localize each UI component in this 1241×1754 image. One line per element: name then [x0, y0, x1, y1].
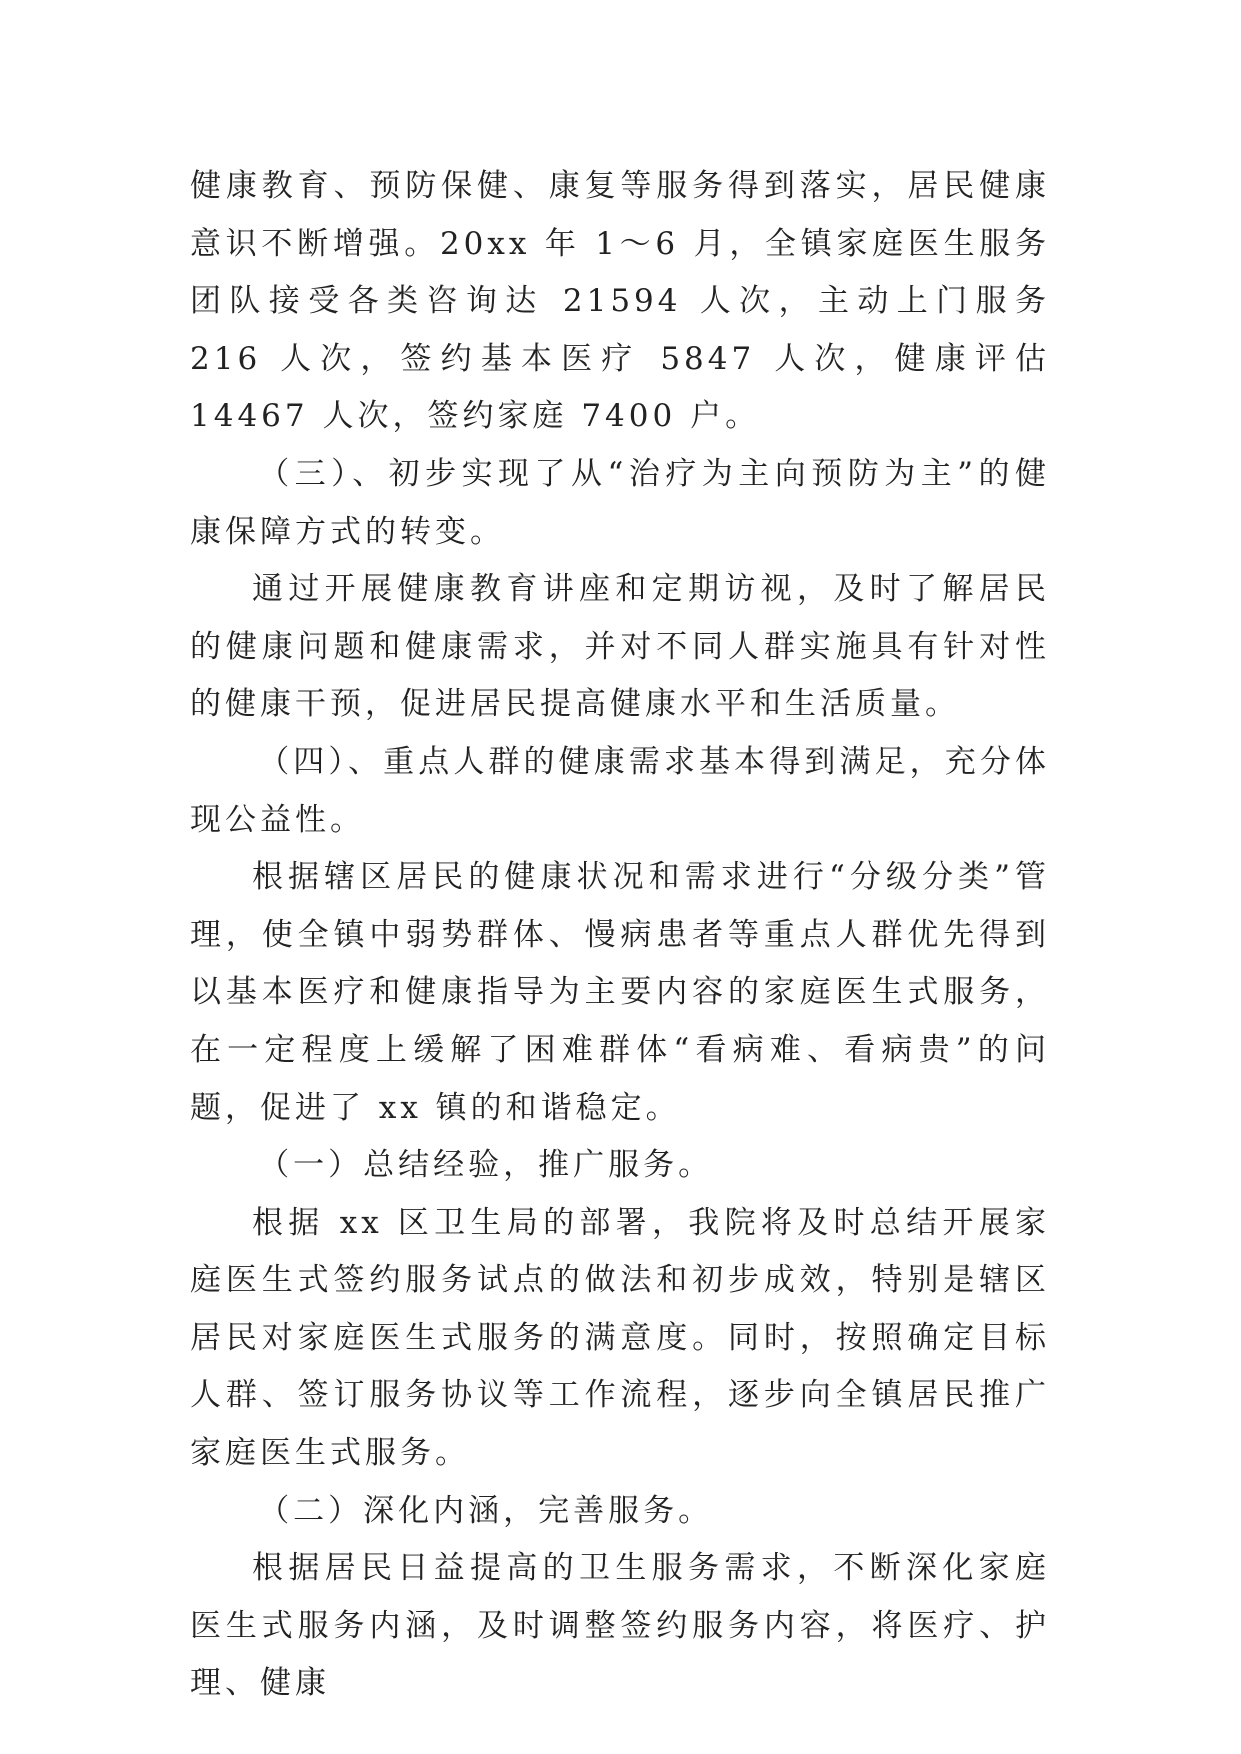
- paragraph-service-stats: 健康教育、预防保健、康复等服务得到落实，居民健康意识不断增强。20xx 年 1～6 月，全镇家庭医生服务团队接受各类咨询达 21594 人次，主动上门服务 216 人次，签约基本医疗 5847 人次，健康评估 14467 人次，签约家庭 7400 户。: [190, 168, 1050, 435]
- heading-summarize-experience: （一）总结经验，推广服务。: [258, 1147, 714, 1184]
- paragraph-promote-service: 根据 xx 区卫生局的部署，我院将及时总结开展家庭医生式签约服务试点的做法和初步成效，特别是辖区居民对家庭医生式服务的满意度。同时，按照确定目标人群、签订服务协议等工作流程，逐步向全镇居民推广家庭医生式服务。: [190, 1204, 1050, 1472]
- heading-section-three: （三）、初步实现了从“治疗为主向预防为主”的健康保障方式的转变。: [190, 455, 1050, 550]
- document-body: [190, 158, 1050, 1713]
- paragraph-deepen-service: 根据居民日益提高的卫生服务需求，不断深化家庭医生式服务内涵，及时调整签约服务内容，将医疗、护理、健康: [190, 1550, 1050, 1702]
- heading-deepen-connotation: （二）深化内涵，完善服务。: [258, 1492, 714, 1529]
- paragraph-classified-management: 根据辖区居民的健康状况和需求进行“分级分类”管理，使全镇中弱势群体、慢病患者等重点人群优先得到以基本医疗和健康指导为主要内容的家庭医生式服务，在一定程度上缓解了困难群体“看病难、看病贵”的问题，促进了 xx 镇的和谐稳定。: [190, 859, 1050, 1126]
- paragraph-health-education: 通过开展健康教育讲座和定期访视，及时了解居民的健康问题和健康需求，并对不同人群实施具有针对性的健康干预，促进居民提高健康水平和生活质量。: [190, 571, 1050, 723]
- heading-section-four: （四）、重点人群的健康需求基本得到满足，充分体现公益性。: [190, 743, 1050, 838]
